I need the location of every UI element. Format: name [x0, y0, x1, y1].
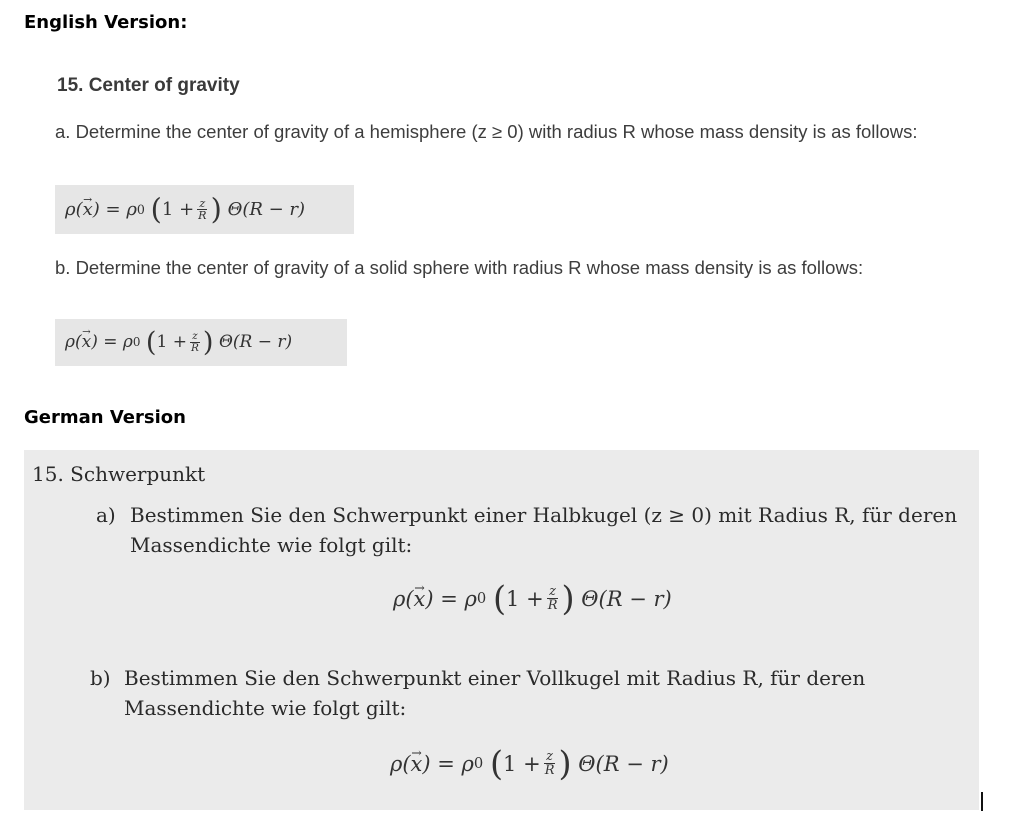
formula-b-de	[390, 744, 669, 783]
part-a-text-en: a. Determine the center of gravity of a hemisphere (z ≥ 0) with radius R whose mass density is as follows:	[55, 121, 918, 142]
formula-box-b-en	[55, 319, 347, 366]
density-formula: ρ( x → ) = ρ 0 ( 1 + $\frac{z}{R}$ ) Θ(R − r)	[393, 582, 672, 616]
part-a-text-de: Bestimmen Sie den Schwerpunkt einer Halbkugel (z ≥ 0) mit Radius R, für deren Massendichte wie folgt gilt:	[130, 503, 958, 557]
part-b-label-de: b)	[90, 666, 111, 690]
english-version-heading: English Version:	[24, 12, 188, 33]
formula-a-de	[393, 579, 672, 618]
density-formula: ρ( x → ) = ρ 0 ( 1 + $\frac{z}{R}$ ) Θ(R − r)	[65, 195, 305, 224]
density-formula: ρ( x → ) = ρ 0 ( 1 + $\frac{z}{R}$ ) Θ(R − r)	[390, 747, 669, 781]
german-version-heading: German Version	[24, 407, 186, 428]
part-a-label-de: a)	[96, 503, 116, 527]
part-b-text-de: Bestimmen Sie den Schwerpunkt einer Vollkugel mit Radius R, für deren Massendichte wie folgt gilt:	[124, 666, 866, 720]
part-b-text-en: b. Determine the center of gravity of a solid sphere with radius R whose mass density is as follows:	[55, 257, 864, 278]
problem-title-de: 15. Schwerpunkt	[32, 462, 206, 486]
text-cursor	[981, 792, 983, 811]
density-formula: ρ( x → ) = ρ 0 ( 1 + $\frac{z}{R}$ ) Θ(R − r)	[65, 329, 292, 356]
formula-box-a-en	[55, 185, 354, 234]
problem-title-en: 15. Center of gravity	[57, 75, 240, 96]
